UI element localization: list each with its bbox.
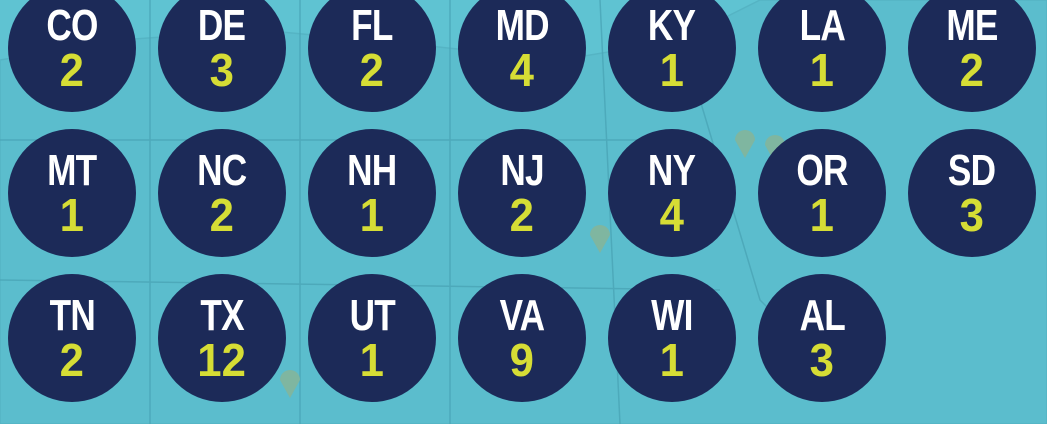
state-badge [8,274,136,402]
state-badge [308,274,436,402]
state-count: 1 [809,189,835,241]
state-abbr: SD [948,146,996,195]
state-abbr: VA [499,291,545,340]
state-badge [908,129,1036,257]
state-abbr: CO [46,1,98,50]
state-count: 4 [659,189,685,241]
state-abbr: FL [351,1,393,50]
state-count: 9 [509,334,535,386]
state-count: 2 [509,189,535,241]
state-badge [458,129,586,257]
state-badge [8,0,136,112]
state-badge [758,129,886,257]
state-count: 2 [959,44,985,96]
state-badge [158,129,286,257]
state-abbr: WI [651,291,693,340]
state-abbr: LA [799,1,845,50]
state-count-grid [8,0,1036,402]
state-abbr: NY [648,146,696,195]
state-abbr: TX [200,291,244,340]
state-abbr: NH [347,146,397,195]
state-badge [608,274,736,402]
state-abbr: MD [495,1,549,50]
state-count: 3 [959,189,985,241]
state-count: 2 [59,44,85,96]
state-abbr: OR [796,146,848,195]
state-count: 1 [659,44,685,96]
state-count: 4 [509,44,535,96]
state-count: 1 [359,189,385,241]
state-count: 3 [209,44,235,96]
state-count: 2 [209,189,235,241]
state-count: 12 [197,334,247,386]
state-count: 2 [59,334,85,386]
state-count: 1 [809,44,835,96]
state-badge [158,274,286,402]
state-abbr: NC [197,146,247,195]
state-count: 1 [659,334,685,386]
state-count: 1 [59,189,85,241]
state-abbr: AL [799,291,845,340]
state-count: 2 [359,44,385,96]
state-badge [308,0,436,112]
state-badge [908,0,1036,112]
state-badge [458,274,586,402]
state-badge [308,129,436,257]
state-abbr: MT [47,146,97,195]
state-abbr: UT [349,291,395,340]
state-badge [758,274,886,402]
state-abbr: KY [648,1,696,50]
state-abbr: DE [198,1,246,50]
state-badge [8,129,136,257]
state-abbr: ME [946,1,998,50]
state-badge [608,0,736,112]
state-count: 1 [359,334,385,386]
state-badge [758,0,886,112]
state-abbr: TN [49,291,95,340]
state-badge [458,0,586,112]
state-badge [158,0,286,112]
state-abbr: NJ [500,146,544,195]
state-badge [608,129,736,257]
state-count: 3 [809,334,835,386]
